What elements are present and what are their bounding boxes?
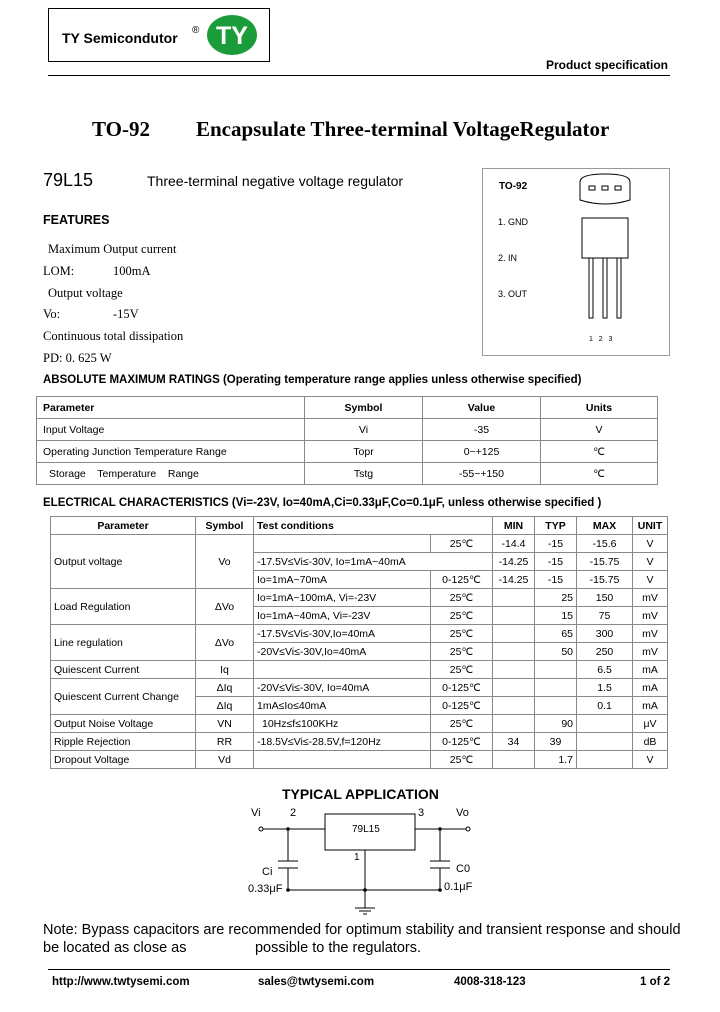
table-header-row <box>51 517 668 535</box>
cell: 0-125℃ <box>431 571 493 589</box>
cell: -14.25 <box>493 571 535 589</box>
table-header-row <box>37 397 658 419</box>
note-line: be located as close as possible to the regulators. <box>43 940 422 956</box>
header-cell: MIN <box>493 517 535 535</box>
cell: 0-125℃ <box>431 679 493 697</box>
cell: Io=1mA~100mA, Vi=-23V <box>254 589 431 607</box>
table-row <box>37 441 658 463</box>
cell <box>493 607 535 625</box>
cell <box>535 661 577 679</box>
table-row <box>51 679 668 697</box>
table-row <box>51 715 668 733</box>
pin-label: 1. GND <box>498 217 529 227</box>
header-cell: Value <box>423 397 541 419</box>
cell <box>535 697 577 715</box>
company-name: TY Semicondutor <box>62 30 178 46</box>
cell: 65 <box>535 625 577 643</box>
vo-label: Vo <box>456 807 469 819</box>
cell: -15.75 <box>577 553 633 571</box>
cell: dB <box>633 733 668 751</box>
cell: Topr <box>305 441 423 463</box>
cell: mA <box>633 661 668 679</box>
header-cell: MAX <box>577 517 633 535</box>
table-row <box>51 589 668 607</box>
header-cell: Parameter <box>37 397 305 419</box>
typical-application-heading: TYPICAL APPLICATION <box>282 786 439 802</box>
header-cell: UNIT <box>633 517 668 535</box>
chip-label: 79L15 <box>352 824 380 835</box>
cell: Vi <box>305 419 423 441</box>
cell <box>254 751 431 769</box>
table-row <box>51 733 668 751</box>
ci-value: 0.33μF <box>248 883 283 895</box>
cell: 25℃ <box>431 535 493 553</box>
ci-label: Ci <box>262 866 273 878</box>
cell: 0-125℃ <box>431 697 493 715</box>
product-specification: Product specification <box>545 58 668 72</box>
cell: ΔVo <box>196 589 254 625</box>
cell: mA <box>633 679 668 697</box>
note-line: Note: Bypass capacitors are recommended for optimum stability and transient response and should <box>43 922 681 938</box>
cell: -15 <box>535 571 577 589</box>
cell: 25 <box>535 589 577 607</box>
part-description: Three-terminal negative voltage regulator <box>147 173 404 189</box>
cell <box>493 715 535 733</box>
header-cell: Units <box>541 397 658 419</box>
cell: -15.6 <box>577 535 633 553</box>
part-number: 79L15 <box>43 170 94 190</box>
cell <box>254 661 431 679</box>
feature-line: Vo: -15V <box>43 307 139 321</box>
co-label: C0 <box>456 863 471 875</box>
cell: -15.75 <box>577 571 633 589</box>
cell: 6.5 <box>577 661 633 679</box>
cell: Load Regulation <box>51 589 196 625</box>
cell: 250 <box>577 643 633 661</box>
cell: 1mA≤Io≤40mA <box>254 697 431 715</box>
cell: 90 <box>535 715 577 733</box>
cell <box>577 751 633 769</box>
cell: 0-125℃ <box>431 733 493 751</box>
cell <box>493 661 535 679</box>
feature-line: LOM: 100mA <box>43 264 151 278</box>
cell: Quiescent Current <box>51 661 196 679</box>
cell <box>493 751 535 769</box>
cell: V <box>541 419 658 441</box>
table-row <box>51 625 668 643</box>
cell: ℃ <box>541 441 658 463</box>
registered-mark: ® <box>192 25 200 36</box>
cell: V <box>633 751 668 769</box>
header-cell <box>431 517 493 535</box>
cell: 25℃ <box>431 607 493 625</box>
cell: μV <box>633 715 668 733</box>
pin3-label: 3 <box>418 807 425 819</box>
logo-text: TY <box>216 22 248 50</box>
cell: -20V≤Vi≤-30V,Io=40mA <box>254 643 431 661</box>
cell: VN <box>196 715 254 733</box>
application-circuit <box>230 800 490 920</box>
cell: Vd <box>196 751 254 769</box>
cell: Io=1mA~70mA <box>254 571 431 589</box>
cell: 25℃ <box>431 625 493 643</box>
cell: Quiescent Current Change <box>51 679 196 715</box>
cell: -17.5V≤Vi≤-30V, Io=1mA~40mA <box>254 553 493 571</box>
cell: 300 <box>577 625 633 643</box>
feature-line: PD: 0. 625 W <box>43 351 112 365</box>
co-value: 0.1μF <box>444 881 473 893</box>
cell: V <box>633 553 668 571</box>
pin-numbers: 1 2 3 <box>589 336 613 343</box>
cell: RR <box>196 733 254 751</box>
footer-email[interactable]: sales@twtysemi.com <box>258 976 375 988</box>
footer-rule <box>48 969 670 970</box>
cell: -35 <box>423 419 541 441</box>
cell: 25℃ <box>431 751 493 769</box>
cell: Line regulation <box>51 625 196 661</box>
cell: 75 <box>577 607 633 625</box>
cell <box>577 715 633 733</box>
header-cell: Test conditions <box>254 517 431 535</box>
cell: 25℃ <box>431 589 493 607</box>
cell: mV <box>633 643 668 661</box>
vi-label: Vi <box>251 807 261 819</box>
cell: -17.5V≤Vi≤-30V,Io=40mA <box>254 625 431 643</box>
page-title: Encapsulate Three-terminal VoltageRegulator <box>196 117 610 141</box>
cell: 10Hz≤f≤100KHz <box>254 715 431 733</box>
ty-logo-icon <box>206 14 258 56</box>
cell: -14.25 <box>493 553 535 571</box>
cell: Operating Junction Temperature Range <box>37 441 305 463</box>
cell: 25℃ <box>431 643 493 661</box>
cell: ΔIq <box>196 697 254 715</box>
abs-max-heading: ABSOLUTE MAXIMUM RATINGS (Operating temperature range applies unless otherwise specified) <box>43 374 582 386</box>
feature-line: Continuous total dissipation <box>43 329 184 343</box>
cell: 39 <box>535 733 577 751</box>
feature-line: Output voltage <box>48 286 123 300</box>
cell: 25℃ <box>431 715 493 733</box>
ty-logo <box>206 14 258 56</box>
header-cell: Symbol <box>305 397 423 419</box>
footer-url[interactable]: http://www.twtysemi.com <box>52 976 190 988</box>
footer-phone: 4008-318-123 <box>454 976 526 988</box>
cell: -18.5V≤Vi≤-28.5V,f=120Hz <box>254 733 431 751</box>
cell: 1.7 <box>535 751 577 769</box>
header-cell: Parameter <box>51 517 196 535</box>
cell: 34 <box>493 733 535 751</box>
cell: V <box>633 535 668 553</box>
cell: -55~+150 <box>423 463 541 485</box>
cell: Ripple Rejection <box>51 733 196 751</box>
cell: 0~+125 <box>423 441 541 463</box>
abs-max-table <box>36 396 658 485</box>
cell: -15 <box>535 553 577 571</box>
cell <box>493 643 535 661</box>
cell <box>535 679 577 697</box>
cell: mV <box>633 589 668 607</box>
page-number: 1 of 2 <box>640 976 671 988</box>
cell: 0.1 <box>577 697 633 715</box>
cell: V <box>633 571 668 589</box>
elec-table <box>50 516 668 769</box>
cell: Output voltage <box>51 535 196 589</box>
cell: mV <box>633 625 668 643</box>
cell <box>493 589 535 607</box>
table-row <box>51 535 668 553</box>
cell: Input Voltage <box>37 419 305 441</box>
cell <box>254 535 431 553</box>
cell: Dropout Voltage <box>51 751 196 769</box>
table-row <box>37 419 658 441</box>
elec-heading: ELECTRICAL CHARACTERISTICS (Vi=-23V, Io=40mA,Ci=0.33μF,Co=0.1μF, unless otherwise specified ) <box>43 497 602 509</box>
pin2-label: 2 <box>290 807 297 819</box>
pin1-label: 1 <box>354 852 360 863</box>
title-package: TO-92 <box>92 117 150 141</box>
pin-label: 2. IN <box>498 253 518 263</box>
to92-package-icon <box>570 172 640 332</box>
header-cell: TYP <box>535 517 577 535</box>
package-box-title: TO-92 <box>499 181 528 192</box>
table-row <box>37 463 658 485</box>
table-row <box>51 751 668 769</box>
cell: Io=1mA~40mA, Vi=-23V <box>254 607 431 625</box>
cell: Iq <box>196 661 254 679</box>
cell: -20V≤Vi≤-30V, Io=40mA <box>254 679 431 697</box>
cell: mV <box>633 607 668 625</box>
cell: Output Noise Voltage <box>51 715 196 733</box>
cell <box>493 679 535 697</box>
cell <box>577 733 633 751</box>
cell: ℃ <box>541 463 658 485</box>
cell: -15 <box>535 535 577 553</box>
cell: ΔVo <box>196 625 254 661</box>
table-row <box>51 661 668 679</box>
cell: Storage Temperature Range <box>37 463 305 485</box>
header-rule <box>48 75 670 76</box>
cell: -14.4 <box>493 535 535 553</box>
cell <box>493 625 535 643</box>
cell: 25℃ <box>431 661 493 679</box>
cell: mA <box>633 697 668 715</box>
header-cell: Symbol <box>196 517 254 535</box>
cell: ΔIq <box>196 679 254 697</box>
cell: 15 <box>535 607 577 625</box>
cell: 1.5 <box>577 679 633 697</box>
cell: Vo <box>196 535 254 589</box>
pin-label: 3. OUT <box>498 289 528 299</box>
feature-line: Maximum Output current <box>48 242 177 256</box>
cell: 150 <box>577 589 633 607</box>
cell: Tstg <box>305 463 423 485</box>
features-heading: FEATURES <box>43 213 110 227</box>
cell: 50 <box>535 643 577 661</box>
cell <box>493 697 535 715</box>
